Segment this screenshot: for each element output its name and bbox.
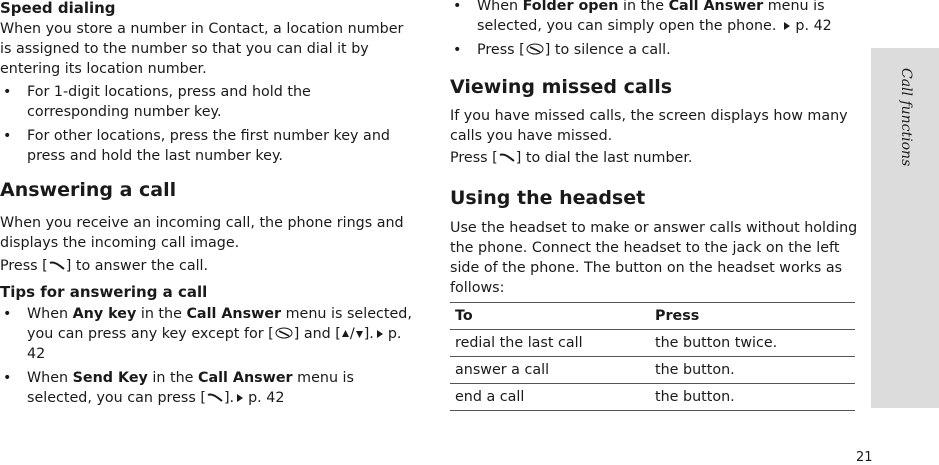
tips-list <box>0 304 412 408</box>
tip-text: ]. <box>223 390 235 406</box>
tip-text: / <box>349 326 355 342</box>
headset-table <box>450 302 855 411</box>
tip-text: ]. <box>363 326 374 342</box>
send-key-icon <box>499 153 515 163</box>
missed-press-line <box>450 148 860 168</box>
tip-text: When <box>27 370 73 386</box>
tip-text: menu is selected, you can simply open the phone. <box>477 0 825 34</box>
page-reference[interactable]: p. 42 <box>248 390 285 406</box>
page-number: 21 <box>856 450 873 465</box>
list-item <box>0 304 412 364</box>
tip-bold: Send Key <box>72 370 148 386</box>
table-cell: answer a call <box>450 357 650 384</box>
speed-dialing-text: When you store a number in Contact, a location number is assigned to the number so that you can dial it by entering its location number. <box>0 21 404 77</box>
page-reference[interactable]: p. 42 <box>27 326 402 362</box>
table-row <box>450 384 855 411</box>
list-item <box>450 0 860 36</box>
tips-list-continued <box>450 0 860 60</box>
table-cell: the button. <box>650 357 855 384</box>
tip-text: in the <box>136 306 187 322</box>
press-suffix: ] to answer the call. <box>65 258 209 274</box>
tips-heading: Tips for answering a call <box>0 283 208 301</box>
tip-text: in the <box>618 0 669 14</box>
tip-bold: Folder open <box>522 0 619 14</box>
speed-dialing-list <box>0 82 412 166</box>
list-item <box>450 40 860 60</box>
table-cell: the button twice. <box>650 330 855 357</box>
answering-text: When you receive an incoming call, the phone rings and displays the incoming call image. <box>0 215 404 251</box>
chapter-tab-label: Call functions <box>898 68 914 167</box>
tip-bold: Call Answer <box>668 0 764 14</box>
tip-text: menu is selected, you can press any key except for [ <box>27 306 412 342</box>
headset-text: Use the headset to make or answer calls without holding the phone. Connect the headset to the jack on the left side of the phone. The button on the headset works as follows: <box>450 220 858 296</box>
send-key-icon <box>49 261 65 271</box>
tip-text: ] and [ <box>293 326 341 342</box>
answer-press-line <box>0 256 412 276</box>
press-prefix: Press [ <box>450 150 498 166</box>
speed-dialing-heading: Speed dialing <box>0 0 116 17</box>
list-item: • For other locations, press the first number key and press and hold the last number key. <box>0 126 412 166</box>
tip-bold: Call Answer <box>197 370 293 386</box>
table-row <box>450 357 855 384</box>
tip-text: ] to silence a call. <box>544 42 671 58</box>
list-item <box>0 368 412 408</box>
arrow-right-icon <box>784 22 790 30</box>
arrow-right-icon <box>377 330 383 338</box>
table-cell: redial the last call <box>450 330 650 357</box>
press-suffix: ] to dial the last number. <box>515 150 693 166</box>
missed-calls-text: If you have missed calls, the screen displays how many calls you have missed. <box>450 108 848 144</box>
tip-bold: Any key <box>72 306 137 322</box>
missed-calls-heading: Viewing missed calls <box>450 76 673 98</box>
table-cell: end a call <box>450 384 650 411</box>
headset-heading: Using the headset <box>450 187 646 209</box>
arrow-right-icon <box>237 394 243 402</box>
table-cell: the button. <box>650 384 855 411</box>
answering-heading: Answering a call <box>0 179 177 201</box>
send-key-icon <box>207 393 223 403</box>
table-header: To <box>450 303 650 330</box>
table-header-row <box>450 303 855 330</box>
tip-text: When <box>27 306 73 322</box>
tip-text: When <box>477 0 523 14</box>
end-key-icon <box>526 43 544 55</box>
tip-bold: Call Answer <box>186 306 282 322</box>
press-prefix: Press [ <box>0 258 48 274</box>
table-row <box>450 330 855 357</box>
tip-text: in the <box>147 370 198 386</box>
end-key-icon <box>275 327 293 339</box>
list-item: • For 1-digit locations, press and hold the corresponding number key. <box>0 82 412 122</box>
volume-up-icon <box>342 329 349 339</box>
tip-text: menu is selected, you can press [ <box>27 370 354 406</box>
table-header: Press <box>650 303 855 330</box>
page-reference[interactable]: p. 42 <box>795 18 832 34</box>
tip-text: Press [ <box>477 42 525 58</box>
volume-down-icon <box>356 329 363 339</box>
